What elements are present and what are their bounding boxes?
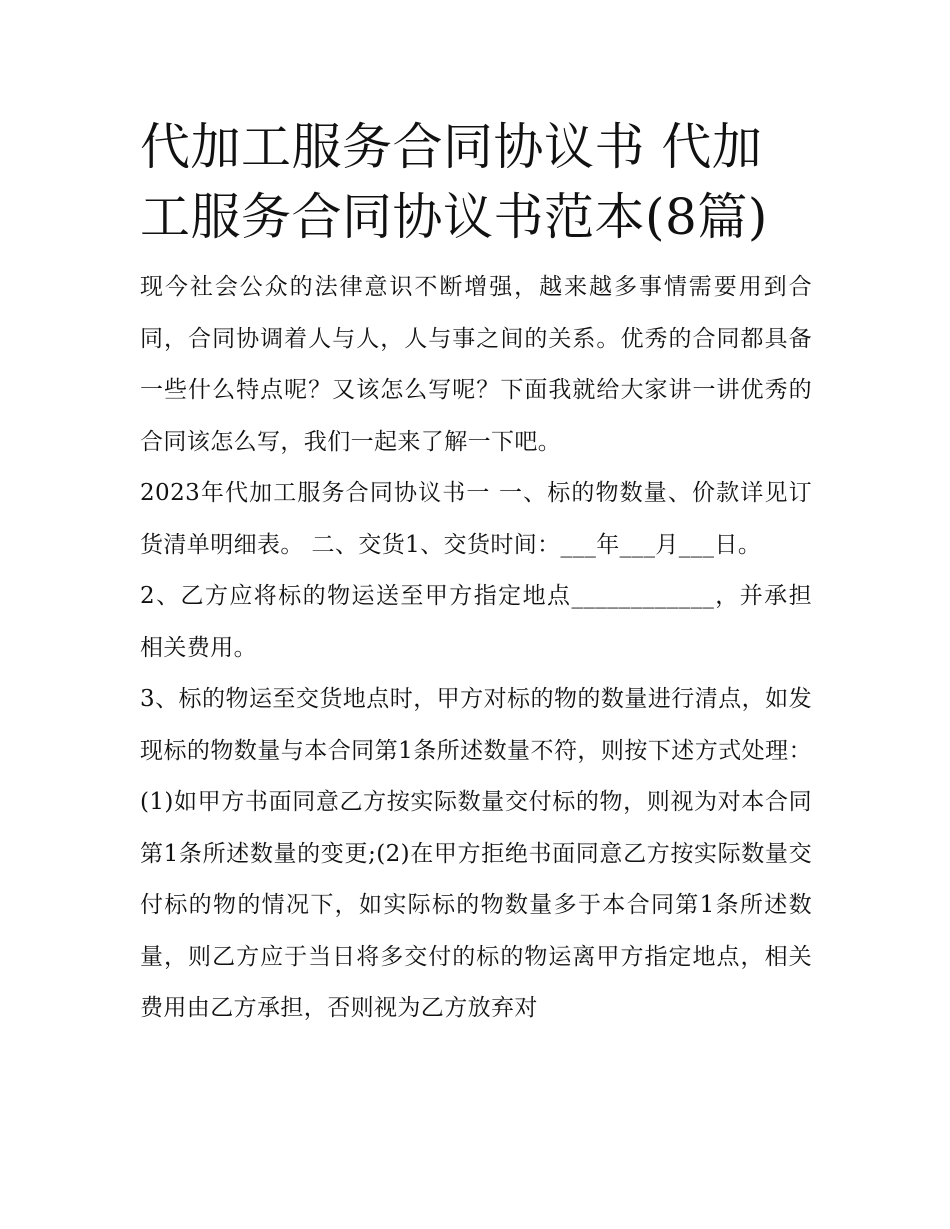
quantity-check-paragraph: 3、标的物运至交货地点时，甲方对标的物的数量进行清点，如发现标的物数量与本合同第1条所述数量不符，则按下述方式处理：(1)如甲方书面同意乙方按实际数量交付标的物，则视为对本合同第1条所述数量的变更;(2)在甲方拒绝书面同意乙方按实际数量交付标的物的情况下，如实际标的物数量多于本合同第1条所述数量，则乙方应于当日将多交付的标的物运离甲方指定地点，相关费用由乙方承担，否则视为乙方放弃对 bbox=[140, 686, 812, 1021]
document-title: 代加工服务合同协议书 代加工服务合同协议书范本(8篇) bbox=[140, 118, 768, 246]
document-page bbox=[140, 112, 812, 1035]
delivery-location-paragraph: 2、乙方应将标的物运送至甲方指定地点____________，并承担相关费用。 bbox=[140, 583, 812, 661]
contract-section-1-paragraph: 2023年代加工服务合同协议书一 一、标的物数量、价款详见订货清单明细表。 二、交货1、交货时间：___年___月___日。 bbox=[140, 480, 812, 558]
intro-paragraph: 现今社会公众的法律意识不断增强，越来越多事情需要用到合同，合同协调着人与人，人与事之间的关系。优秀的合同都具备一些什么特点呢？又该怎么写呢？下面我就给大家讲一讲优秀的合同该怎么写，我们一起来了解一下吧。 bbox=[140, 274, 812, 455]
